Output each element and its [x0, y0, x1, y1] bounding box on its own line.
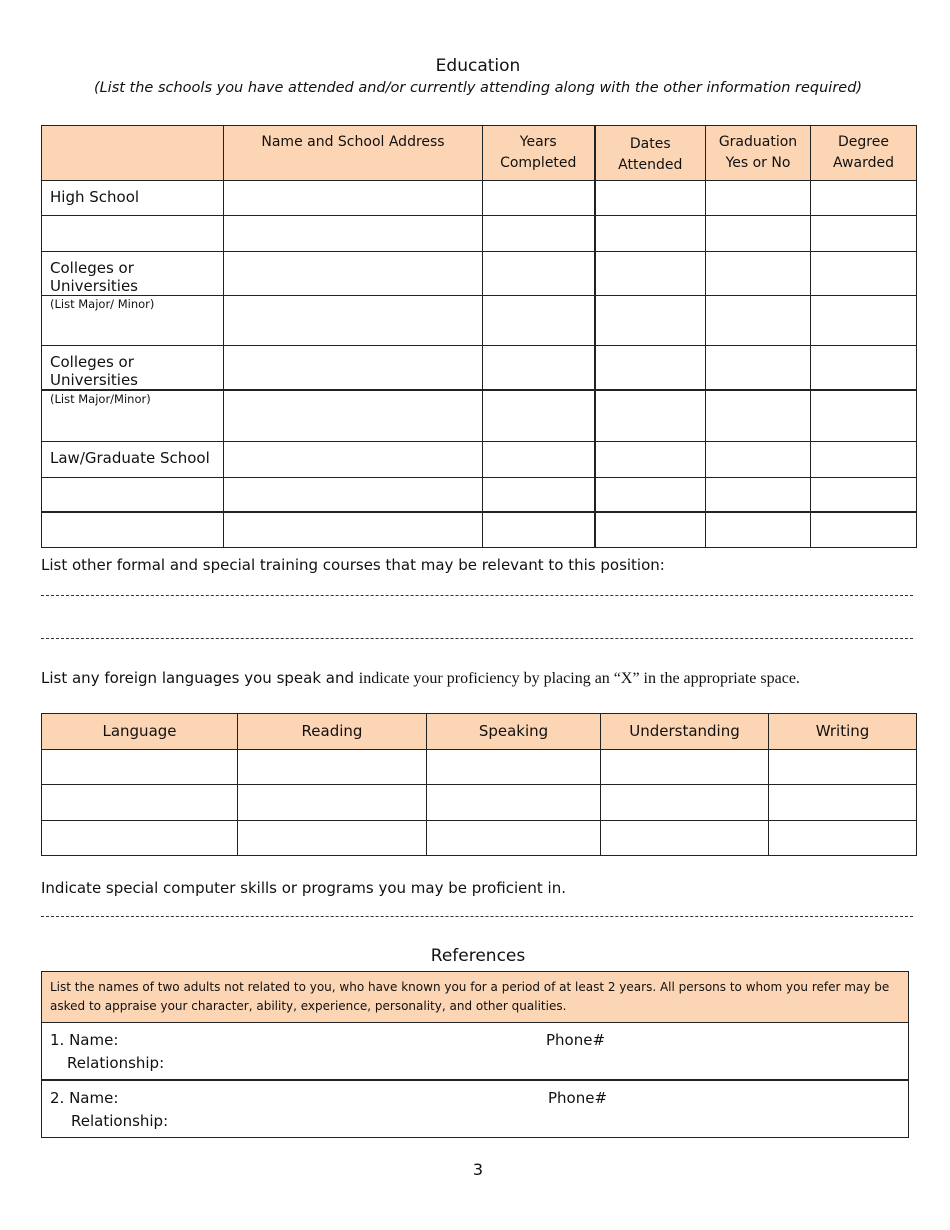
header-name-address: Name and School Address [224, 126, 483, 181]
header-dates-attended [595, 126, 706, 181]
table-row [42, 390, 917, 441]
cell-input[interactable] [42, 750, 238, 785]
languages-prompt-part2: indicate your proficiency by placing an “X” in the appropriate space. [358, 670, 800, 687]
training-prompt: List other formal and special training courses that may be relevant to this position: [41, 556, 665, 574]
cell-input[interactable] [483, 477, 595, 512]
row-label-high-school: High School [42, 181, 224, 216]
cell-input[interactable] [224, 346, 483, 391]
cell-input[interactable] [601, 821, 769, 856]
cell-input[interactable] [601, 785, 769, 821]
table-row [42, 252, 917, 296]
cell-input[interactable] [811, 512, 917, 547]
references-title: References [430, 946, 526, 966]
education-title: Education [435, 56, 521, 76]
table-row [42, 441, 917, 477]
cell-input[interactable] [595, 181, 706, 216]
computer-skills-prompt: Indicate special computer skills or programs you may be proficient in. [41, 879, 566, 897]
cell-input[interactable] [224, 216, 483, 252]
header-dates-line2: Attended [618, 157, 683, 173]
header-dates-line1: Dates [629, 136, 671, 152]
education-header-blank [42, 126, 224, 181]
computer-skills-answer-line[interactable] [41, 916, 913, 917]
header-understanding: Understanding [601, 714, 769, 750]
cell-input[interactable] [595, 477, 706, 512]
cell-input[interactable] [483, 252, 595, 296]
cell-input[interactable] [42, 785, 238, 821]
row-label-colleges-1: Colleges or Universities [42, 252, 224, 296]
cell-input[interactable] [427, 750, 601, 785]
table-row [42, 477, 917, 512]
cell-input[interactable] [42, 216, 224, 252]
cell-input[interactable] [595, 216, 706, 252]
cell-input[interactable] [483, 181, 595, 216]
cell-input[interactable] [238, 785, 427, 821]
cell-input[interactable] [769, 785, 917, 821]
row-sublabel-major-minor-1: (List Major/ Minor) [42, 296, 224, 346]
cell-input[interactable] [483, 296, 595, 346]
training-answer-line-1[interactable] [41, 595, 913, 596]
header-language: Language [42, 714, 238, 750]
cell-input[interactable] [224, 512, 483, 547]
row-label-colleges-2: Colleges or Universities [42, 346, 224, 391]
row-label-law-graduate: Law/Graduate School [42, 441, 224, 477]
education-table [41, 125, 917, 548]
cell-input[interactable] [224, 181, 483, 216]
cell-input[interactable] [811, 477, 917, 512]
ref1-phone-label[interactable]: Phone# [546, 1031, 606, 1049]
cell-input[interactable] [224, 477, 483, 512]
cell-input[interactable] [811, 252, 917, 296]
cell-input[interactable] [706, 512, 811, 547]
references-box [41, 971, 909, 1138]
cell-input[interactable] [595, 512, 706, 547]
table-row [42, 821, 917, 856]
cell-input[interactable] [706, 390, 811, 441]
header-years-line2: Completed [500, 155, 577, 171]
cell-input[interactable] [811, 346, 917, 391]
cell-input[interactable] [811, 216, 917, 252]
cell-input[interactable] [224, 296, 483, 346]
header-reading: Reading [238, 714, 427, 750]
cell-input[interactable] [595, 252, 706, 296]
languages-prompt-part1: List any foreign languages you speak and [41, 669, 359, 687]
header-years-completed [483, 126, 595, 181]
cell-input[interactable] [601, 750, 769, 785]
table-row [42, 750, 917, 785]
cell-input[interactable] [483, 512, 595, 547]
cell-input[interactable] [483, 216, 595, 252]
cell-input[interactable] [238, 821, 427, 856]
cell-input[interactable] [595, 390, 706, 441]
header-degree-awarded [811, 126, 917, 181]
cell-input[interactable] [224, 252, 483, 296]
header-degree-line2: Awarded [833, 155, 894, 171]
header-graduation-line2: Yes or No [725, 155, 791, 171]
cell-input[interactable] [224, 390, 483, 441]
cell-input[interactable] [483, 441, 595, 477]
cell-input[interactable] [706, 477, 811, 512]
reference-1 [42, 1023, 908, 1079]
cell-input[interactable] [238, 750, 427, 785]
cell-input[interactable] [706, 181, 811, 216]
table-row [42, 296, 917, 346]
cell-input[interactable] [811, 390, 917, 441]
cell-input[interactable] [811, 296, 917, 346]
cell-input[interactable] [769, 821, 917, 856]
cell-input[interactable] [811, 181, 917, 216]
cell-input[interactable] [706, 252, 811, 296]
cell-input[interactable] [224, 441, 483, 477]
table-row [42, 512, 917, 547]
ref2-relationship-label[interactable]: Relationship: [71, 1112, 169, 1130]
row-sublabel-major-minor-2: (List Major/Minor) [42, 390, 224, 441]
page-number: 3 [472, 1160, 484, 1179]
header-graduation-line1: Graduation [718, 134, 798, 150]
table-row [42, 181, 917, 216]
education-header-row [42, 126, 917, 181]
languages-header-row [42, 714, 917, 750]
cell-input[interactable] [483, 390, 595, 441]
cell-input[interactable] [706, 216, 811, 252]
training-answer-line-2[interactable] [41, 638, 913, 639]
cell-input[interactable] [706, 441, 811, 477]
languages-table [41, 713, 917, 856]
languages-prompt [41, 669, 800, 688]
cell-input[interactable] [42, 821, 238, 856]
header-years-line1: Years [519, 134, 557, 150]
cell-input[interactable] [42, 477, 224, 512]
header-speaking: Speaking [427, 714, 601, 750]
cell-input[interactable] [42, 512, 224, 547]
ref2-phone-label[interactable]: Phone# [548, 1089, 608, 1107]
ref1-name-label[interactable]: 1. Name: [50, 1031, 119, 1049]
table-row [42, 216, 917, 252]
header-graduation [706, 126, 811, 181]
cell-input[interactable] [595, 441, 706, 477]
table-row [42, 346, 917, 391]
education-subtitle: (List the schools you have attended and/or currently attending along with the other information required) [93, 80, 863, 96]
table-row [42, 785, 917, 821]
cell-input[interactable] [427, 821, 601, 856]
references-instructions: List the names of two adults not related to you, who have known you for a period of at least 2 years. All persons to whom you refer may be asked to appraise your character, ability, experience, personality, and other qualities. [42, 972, 908, 1023]
cell-input[interactable] [706, 296, 811, 346]
cell-input[interactable] [769, 750, 917, 785]
cell-input[interactable] [595, 296, 706, 346]
ref2-name-label[interactable]: 2. Name: [50, 1089, 119, 1107]
header-writing: Writing [769, 714, 917, 750]
cell-input[interactable] [427, 785, 601, 821]
ref1-relationship-label[interactable]: Relationship: [67, 1054, 165, 1072]
cell-input[interactable] [706, 346, 811, 391]
cell-input[interactable] [595, 346, 706, 391]
header-degree-line1: Degree [838, 134, 889, 150]
cell-input[interactable] [483, 346, 595, 391]
reference-2 [42, 1079, 908, 1137]
cell-input[interactable] [811, 441, 917, 477]
